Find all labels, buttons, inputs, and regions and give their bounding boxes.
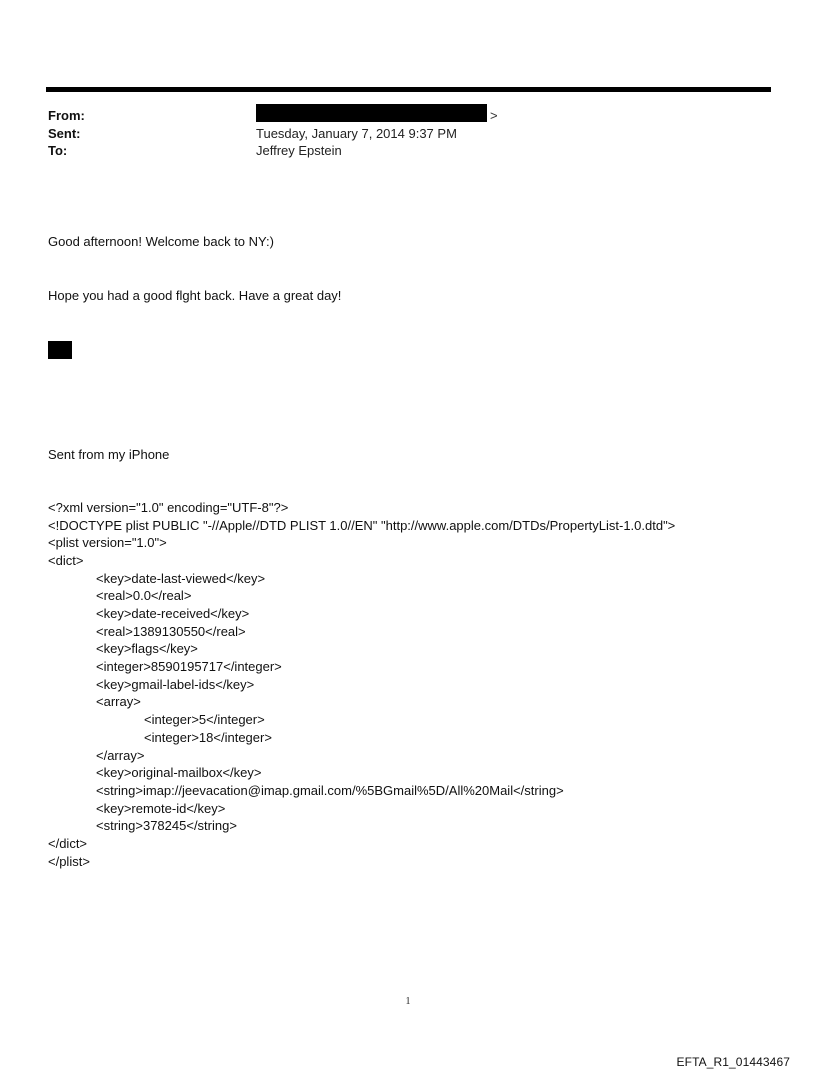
- plist-line: <plist version="1.0">: [48, 535, 167, 551]
- plist-line: <dict>: [48, 552, 84, 568]
- to-value: Jeffrey Epstein: [256, 143, 342, 158]
- signature-line: Sent from my iPhone: [48, 446, 170, 462]
- redaction-box: [48, 341, 72, 359]
- from-value: [256, 107, 498, 125]
- plist-line: <key>flags</key>: [96, 641, 198, 657]
- plist-line: <string>378245</string>: [96, 818, 237, 834]
- plist-line: <real>1389130550</real>: [96, 623, 246, 639]
- plist-line: <integer>5</integer>: [144, 712, 265, 728]
- from-label: From:: [48, 108, 85, 123]
- header-divider-rule: [46, 87, 771, 92]
- plist-line: </array>: [96, 747, 145, 763]
- redaction-bar: [256, 104, 487, 122]
- greeting-line: Good afternoon! Welcome back to NY:): [48, 234, 274, 250]
- plist-line: <integer>8590195717</integer>: [96, 659, 282, 675]
- page-number: 1: [405, 996, 411, 1007]
- sent-label: Sent:: [48, 125, 81, 141]
- plist-line: <array>: [96, 694, 141, 710]
- plist-line: <?xml version="1.0" encoding="UTF-8"?>: [48, 499, 289, 515]
- plist-line: <real>0.0</real>: [96, 588, 192, 604]
- bates-number: EFTA_R1_01443467: [676, 1055, 790, 1069]
- plist-line: <key>gmail-label-ids</key>: [96, 676, 255, 692]
- plist-line: <key>original-mailbox</key>: [96, 765, 262, 781]
- redacted-name-line: [48, 340, 675, 358]
- plist-line: <integer>18</integer>: [144, 729, 272, 745]
- to-label: To:: [48, 143, 68, 158]
- plist-line: <key>date-last-viewed</key>: [96, 570, 266, 586]
- plist-line: </plist>: [48, 853, 90, 869]
- plist-line: <key>remote-id</key>: [96, 800, 226, 816]
- plist-line: <string>imap://jeevacation@imap.gmail.com/%5BGmail%5D/All%20Mail</string>: [96, 782, 564, 798]
- plist-line: <key>date-received</key>: [96, 606, 250, 621]
- plist-line: <!DOCTYPE plist PUBLIC "-//Apple//DTD PLIST 1.0//EN" "http://www.apple.com/DTDs/PropertyList-1.0.dtd">: [48, 517, 676, 533]
- from-suffix: >: [490, 108, 498, 123]
- blank-line: [48, 393, 675, 411]
- sent-value: Tuesday, January 7, 2014 9:37 PM: [256, 125, 457, 141]
- plist-metadata-block: [48, 499, 675, 870]
- email-body: [48, 198, 675, 888]
- message-line: Hope you had a good flght back. Have a great day!: [48, 287, 342, 303]
- plist-line: </dict>: [48, 835, 88, 851]
